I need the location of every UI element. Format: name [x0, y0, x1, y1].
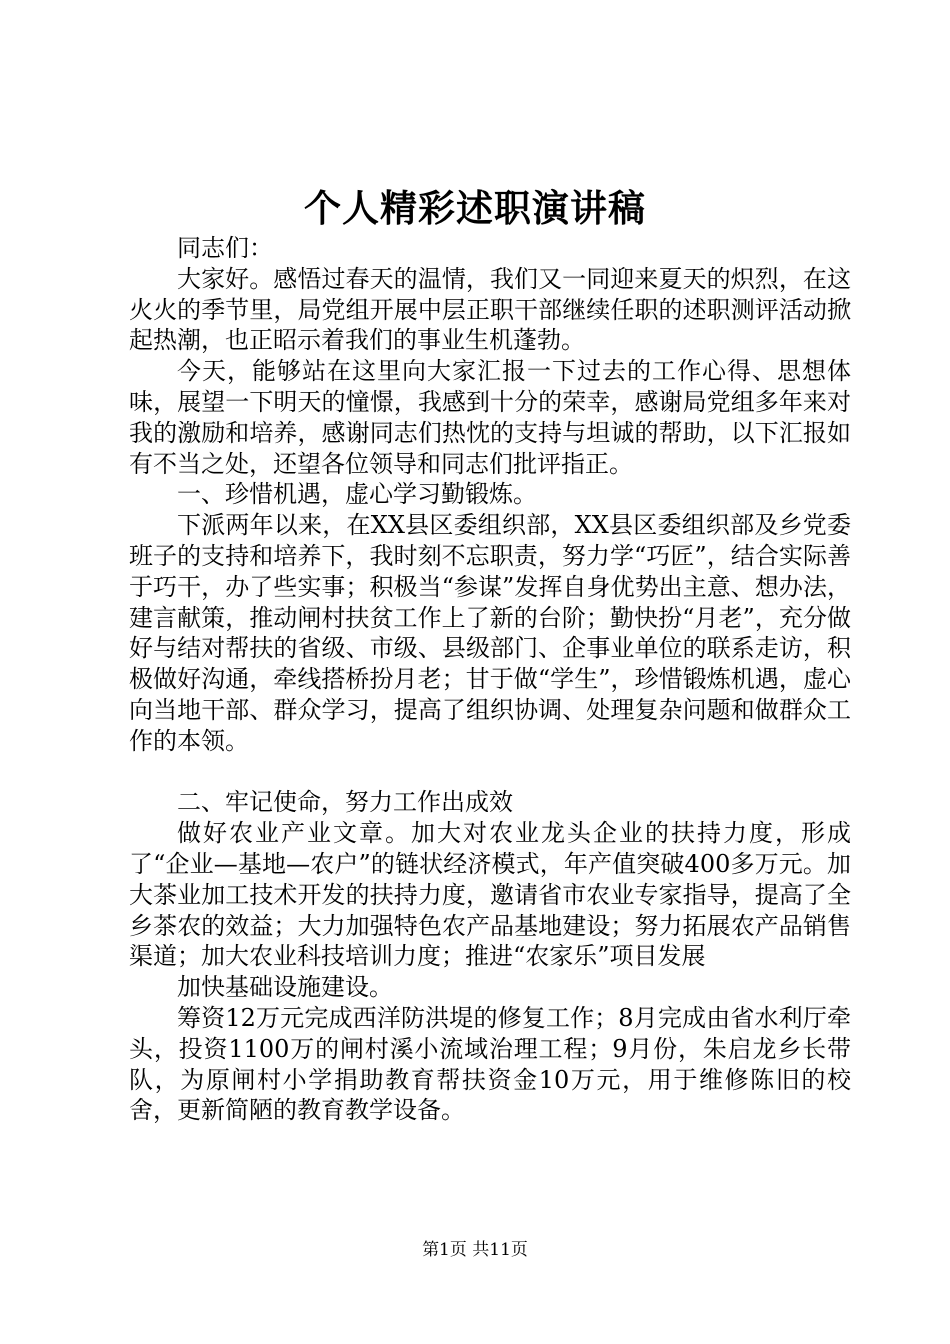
paragraph-intro: 今天，能够站在这里向大家汇报一下过去的工作心得、思想体味，展望一下明天的憧憬，我感到十分的荣幸，感谢局党组多年来对我的激励和培养，感谢同志们热忱的支持与坦诚的帮助，以下汇报如有不当之处，还望各位领导和同志们批评指正。	[129, 357, 851, 478]
document-title: 个人精彩述职演讲稿	[304, 186, 646, 230]
salutation: 同志们：	[177, 234, 273, 262]
section-heading-2: 二、牢记使命，努力工作出成效	[177, 788, 513, 817]
paragraph-infrastructure-heading: 加快基础设施建设。	[177, 973, 393, 1002]
page-number: 第1页 共11页	[422, 1240, 528, 1260]
paragraph-greeting: 大家好。感悟过春天的温情，我们又一同迎来夏天的炽烈，在这火火的季节里，局党组开展中层正职干部继续任职的述职测评活动掀起热潮，也正昭示着我们的事业生机蓬勃。	[129, 264, 851, 355]
paragraph-infrastructure: 筹资12万元完成西洋防洪堤的修复工作；8月完成由省水利厅牵头，投资1100万的闸村溪小流域治理工程；9月份，朱启龙乡长带队，为原闸村小学捐助教育帮扶资金10万元，用于维修陈旧的校舍，更新简陋的教育教学设备。	[129, 1003, 851, 1125]
document-body	[129, 233, 851, 1126]
section-heading-1: 一、珍惜机遇，虚心学习勤锻炼。	[177, 480, 537, 509]
paragraph-agriculture: 做好农业产业文章。加大对农业龙头企业的扶持力度，形成了“企业—基地—农户”的链状经济模式，年产值突破400多万元。加大茶业加工技术开发的扶持力度，邀请省市农业专家指导，提高了全乡茶农的效益；大力加强特色农产品基地建设；努力拓展农产品销售渠道；加大农业科技培训力度；推进“农家乐”项目发展	[129, 819, 851, 971]
paragraph-section-1: 下派两年以来，在XX县区委组织部，XX县区委组织部及乡党委班子的支持和培养下，我时刻不忘职责，努力学“巧匠”，结合实际善于巧干，办了些实事；积极当“参谋”发挥自身优势出主意、想办法，建言献策，推动闸村扶贫工作上了新的台阶；勤快扮“月老”，充分做好与结对帮扶的省级、市级、县级部门、企事业单位的联系走访，积极做好沟通，牵线搭桥扮月老；甘于做“学生”，珍惜锻炼机遇，虚心向当地干部、群众学习，提高了组织协调、处理复杂问题和做群众工作的本领。	[129, 511, 851, 755]
